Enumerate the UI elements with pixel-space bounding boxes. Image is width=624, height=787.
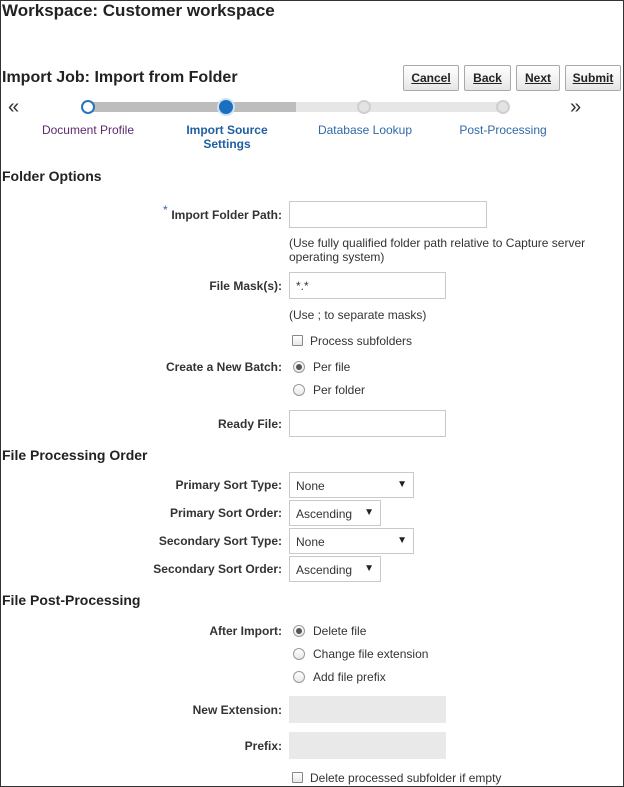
secondary-sort-order-value: Ascending: [296, 563, 353, 577]
page-title: Import Job: Import from Folder: [2, 69, 238, 86]
train-stop-import-source[interactable]: [219, 100, 233, 114]
dropdown-arrow-icon: ▼: [397, 535, 407, 546]
train-connector-completed: [88, 102, 296, 112]
ready-file-input[interactable]: [289, 410, 446, 437]
add-file-prefix-radio[interactable]: [293, 671, 305, 683]
train-previous-arrow[interactable]: «: [8, 96, 20, 118]
train-connector-pending: [296, 102, 504, 112]
per-file-radio[interactable]: [293, 361, 305, 373]
train-label-database-lookup[interactable]: Database Lookup: [317, 123, 413, 137]
dropdown-arrow-icon: ▼: [364, 507, 374, 518]
change-file-extension-radio[interactable]: [293, 648, 305, 660]
workspace-title: Workspace: Customer workspace: [2, 1, 275, 20]
train-label-document-profile[interactable]: Document Profile: [41, 123, 135, 137]
change-file-extension-label[interactable]: Change file extension: [313, 647, 429, 661]
back-button[interactable]: Back: [464, 65, 511, 91]
primary-sort-type-label: Primary Sort Type:: [175, 478, 282, 492]
delete-subfolder-checkbox[interactable]: [292, 772, 303, 783]
required-indicator: *: [163, 203, 168, 217]
new-extension-input[interactable]: [289, 696, 446, 723]
file-mask-help: (Use ; to separate masks): [289, 308, 427, 322]
train-stop-document-profile[interactable]: [81, 100, 95, 114]
secondary-sort-order-select[interactable]: [289, 556, 381, 582]
dropdown-arrow-icon: ▼: [397, 479, 407, 490]
train-label-post-processing[interactable]: Post-Processing: [459, 123, 547, 137]
create-new-batch-label: Create a New Batch:: [165, 360, 282, 374]
process-subfolders-label[interactable]: Process subfolders: [310, 334, 413, 348]
secondary-sort-type-label: Secondary Sort Type:: [158, 534, 282, 548]
file-mask-input[interactable]: [289, 272, 446, 299]
secondary-sort-type-select[interactable]: [289, 528, 414, 554]
train-next-arrow[interactable]: »: [570, 96, 582, 118]
per-folder-label[interactable]: Per folder: [313, 383, 366, 397]
cancel-button[interactable]: Cancel: [403, 65, 459, 91]
import-folder-path-help: (Use fully qualified folder path relative to Capture server operating system): [289, 236, 586, 264]
primary-sort-type-value: None: [296, 479, 325, 493]
delete-subfolder-label[interactable]: Delete processed subfolder if empty: [310, 771, 502, 785]
prefix-input[interactable]: [289, 732, 446, 759]
add-file-prefix-label[interactable]: Add file prefix: [313, 670, 386, 684]
prefix-label: Prefix:: [244, 739, 282, 753]
import-folder-path-label: Import Folder Path:: [171, 208, 282, 222]
train-stop-database-lookup[interactable]: [357, 100, 371, 114]
after-import-label: After Import:: [209, 624, 282, 638]
import-folder-path-input[interactable]: [289, 201, 487, 228]
file-mask-label: File Mask(s):: [209, 279, 282, 293]
file-processing-order-heading: File Processing Order: [2, 447, 148, 463]
primary-sort-order-label: Primary Sort Order:: [169, 506, 282, 520]
next-button[interactable]: Next: [516, 65, 560, 91]
delete-file-radio[interactable]: [293, 625, 305, 637]
primary-sort-order-value: Ascending: [296, 507, 353, 521]
new-extension-label: New Extension:: [192, 703, 282, 717]
submit-button[interactable]: Submit: [565, 65, 621, 91]
train-stop-post-processing[interactable]: [496, 100, 510, 114]
secondary-sort-order-label: Secondary Sort Order:: [153, 562, 282, 576]
per-folder-radio[interactable]: [293, 384, 305, 396]
train-label-import-source[interactable]: Import Source Settings: [186, 123, 268, 151]
ready-file-label: Ready File:: [217, 417, 282, 431]
process-subfolders-checkbox[interactable]: [292, 335, 303, 346]
primary-sort-type-select[interactable]: [289, 472, 414, 498]
secondary-sort-type-value: None: [296, 535, 325, 549]
file-post-processing-heading: File Post-Processing: [2, 592, 141, 608]
folder-options-heading: Folder Options: [2, 168, 102, 184]
delete-file-label[interactable]: Delete file: [313, 624, 367, 638]
dropdown-arrow-icon: ▼: [364, 563, 374, 574]
per-file-label[interactable]: Per file: [313, 360, 351, 374]
primary-sort-order-select[interactable]: [289, 500, 381, 526]
